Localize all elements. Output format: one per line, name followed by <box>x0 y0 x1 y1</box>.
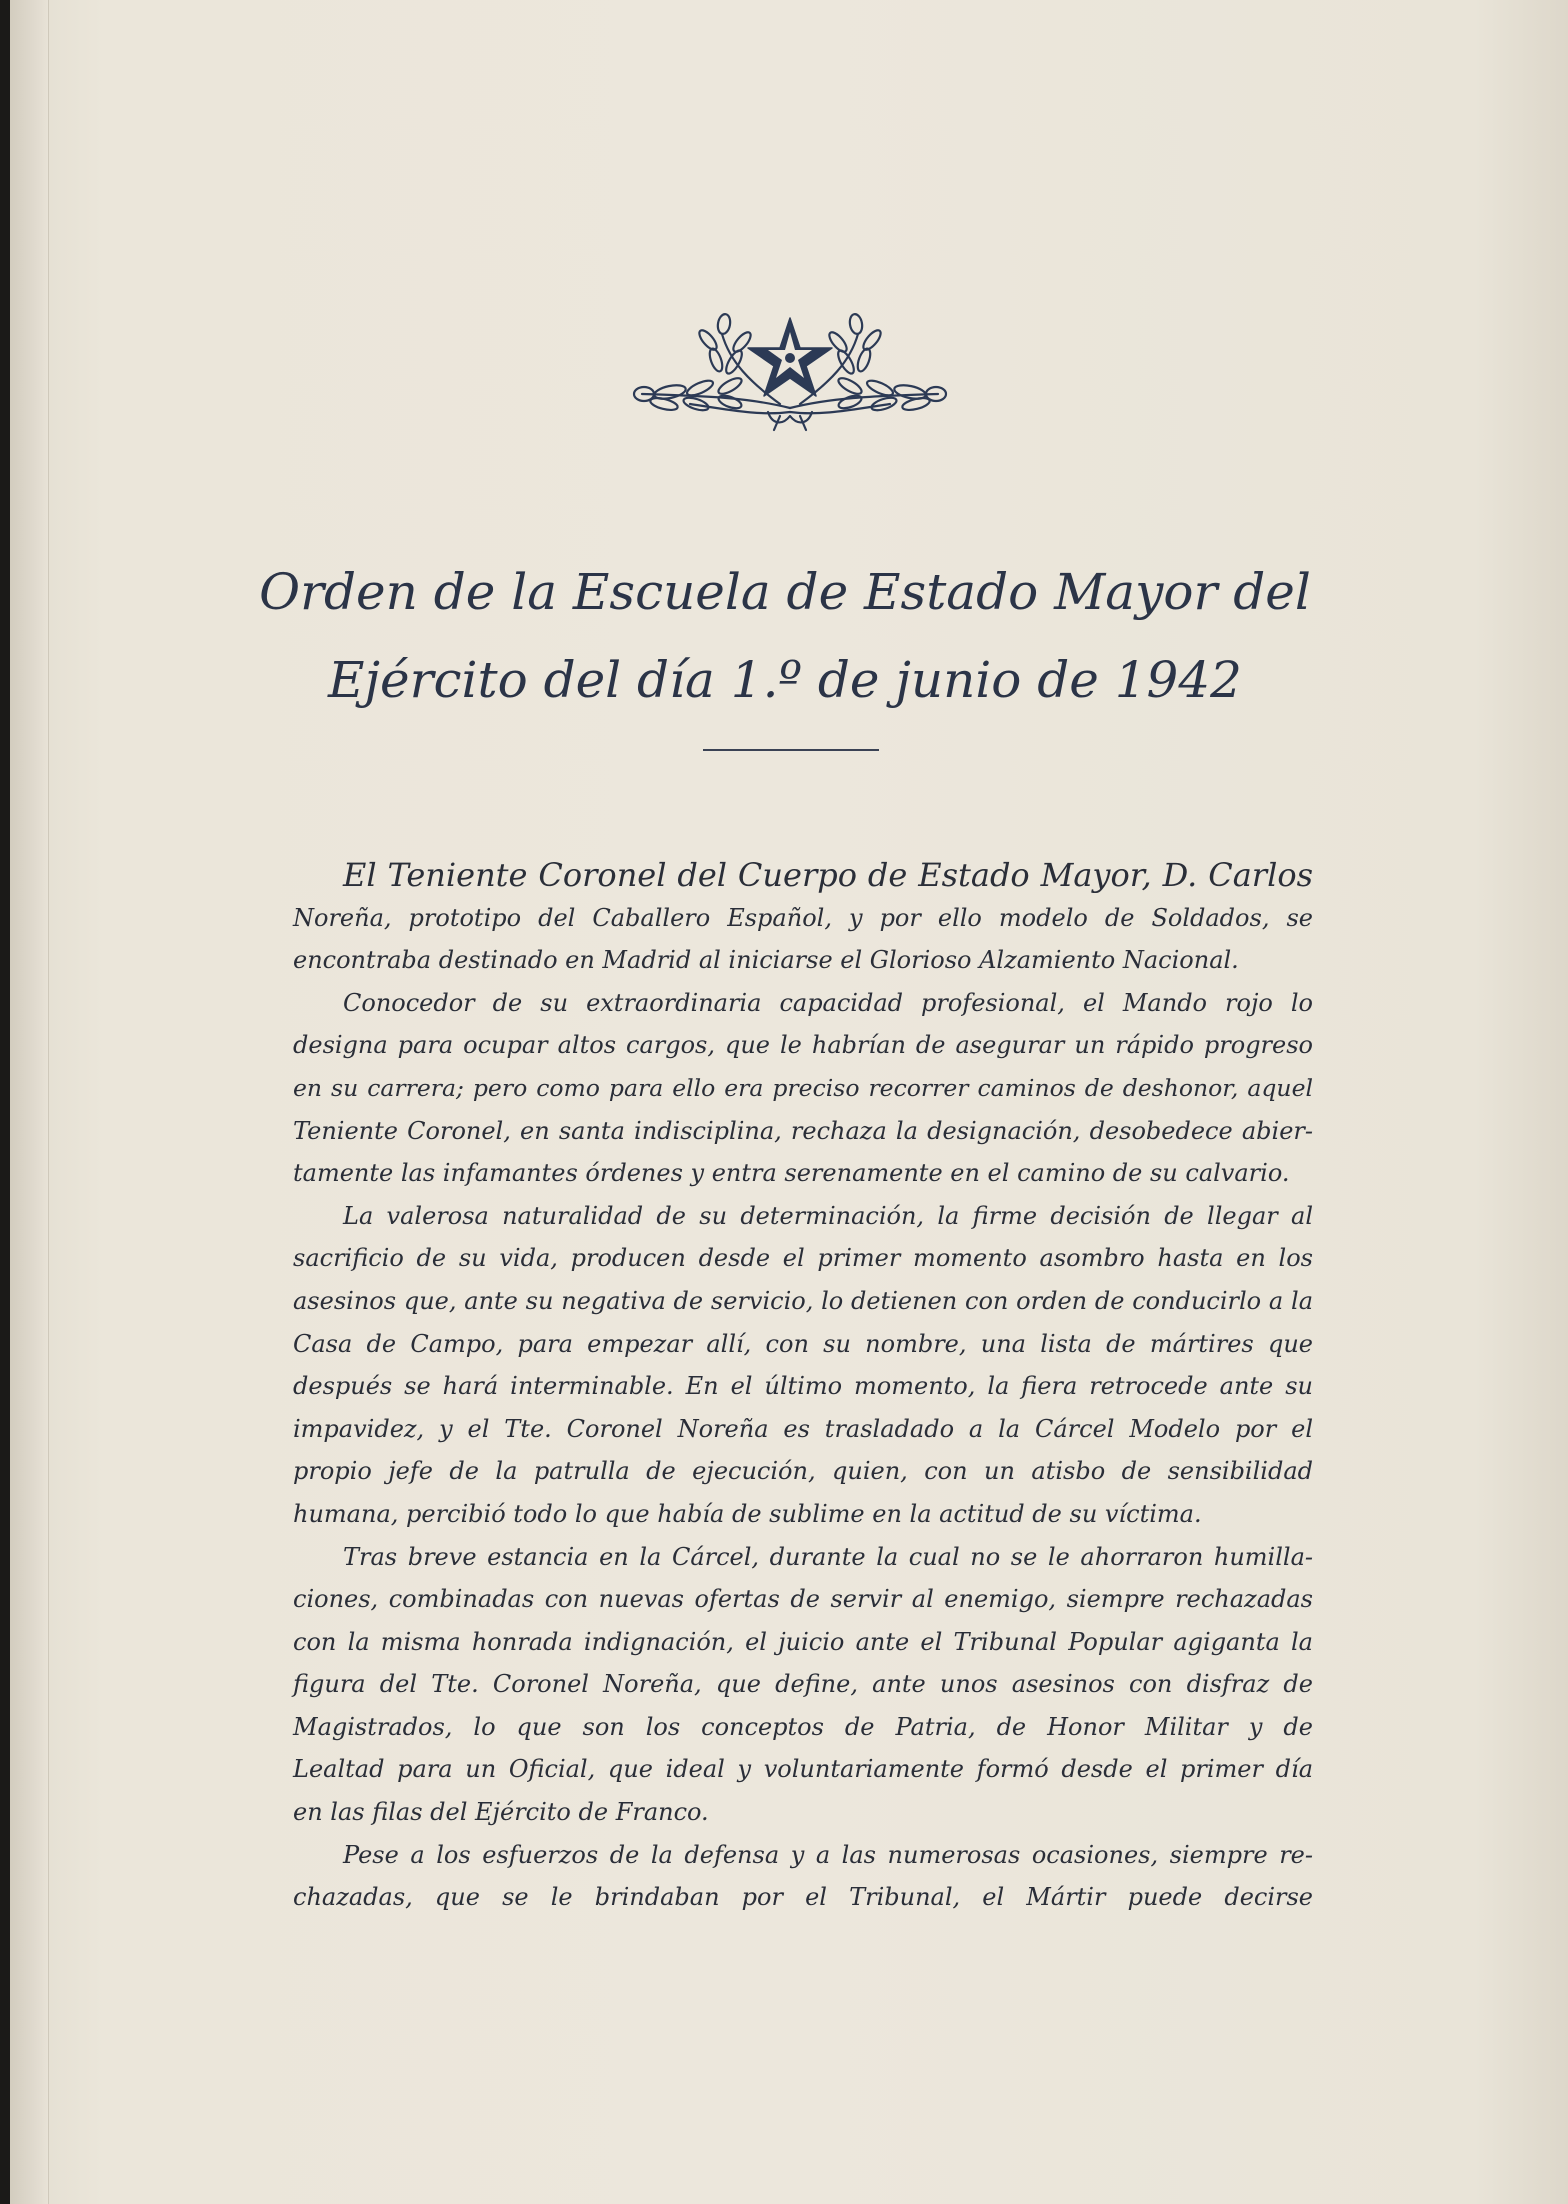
page-fold-edge <box>10 0 49 2204</box>
body-line: propio jefe de la patrulla de ejecución, quien, con un atisbo de sensibilidad <box>293 1457 1313 1486</box>
paragraph-4 <box>293 1536 1313 1834</box>
body-line: Pese a los esfuerzos de la defensa y a las numerosas ocasiones, siempre re- <box>343 1840 1313 1869</box>
body-line: con la misma honrada indignación, el juicio ante el Tribunal Popular agiganta la <box>293 1627 1313 1656</box>
body-line: humana, percibió todo lo que había de sublime en la actitud de su víctima. <box>293 1499 1202 1528</box>
paragraph-3 <box>293 1195 1313 1536</box>
star-laurel-wreath-icon <box>630 312 950 436</box>
body-line: Casa de Campo, para empezar allí, con su nombre, una lista de mártires que <box>293 1329 1313 1358</box>
document-body <box>293 854 1313 1919</box>
body-line: ciones, combinadas con nuevas ofertas de servir al enemigo, siempre rechazadas <box>293 1585 1313 1614</box>
body-line: Lealtad para un Oficial, que ideal y voluntariamente formó desde el primer día <box>293 1755 1313 1784</box>
body-line: Magistrados, lo que son los conceptos de Patria, de Honor Militar y de <box>293 1712 1313 1741</box>
body-line: en las filas del Ejército de Franco. <box>293 1798 709 1827</box>
body-line: impavidez, y el Tte. Coronel Noreña es trasladado a la Cárcel Modelo por el <box>293 1414 1313 1443</box>
body-line: en su carrera; pero como para ello era preciso recorrer caminos de deshonor, aquel <box>293 1073 1313 1102</box>
body-line: Conocedor de su extraordinaria capacidad profesional, el Mando rojo lo <box>343 988 1313 1017</box>
paragraph-1 <box>293 854 1313 982</box>
body-line: La valerosa naturalidad de su determinación, la firme decisión de llegar al <box>343 1201 1313 1230</box>
body-line: asesinos que, ante su negativa de servicio, lo detienen con orden de conducirlo a la <box>293 1286 1313 1315</box>
page-title <box>200 548 1370 724</box>
body-line: encontraba destinado en Madrid al iniciarse el Glorioso Alzamiento Nacional. <box>293 946 1239 975</box>
body-line: designa para ocupar altos cargos, que le habrían de asegurar un rápido progreso <box>293 1031 1313 1060</box>
paragraph-5 <box>293 1834 1313 1919</box>
body-line: chazadas, que se le brindaban por el Tribunal, el Mártir puede decirse <box>293 1883 1313 1912</box>
body-line: tamente las infamantes órdenes y entra serenamente en el camino de su calvario. <box>293 1159 1290 1188</box>
body-line: después se hará interminable. En el último momento, la fiera retrocede ante su <box>293 1372 1313 1401</box>
title-line-2: Ejército del día 1.º de junio de 1942 <box>328 651 1242 709</box>
paragraph-2 <box>293 982 1313 1195</box>
document-page <box>10 0 1568 2204</box>
body-line: Tras breve estancia en la Cárcel, durante la cual no se le ahorraron humilla- <box>343 1542 1313 1571</box>
body-line: Noreña, prototipo del Caballero Español, y por ello modelo de Soldados, se <box>293 903 1313 932</box>
title-divider <box>703 749 879 751</box>
body-line: figura del Tte. Coronel Noreña, que define, ante unos asesinos con disfraz de <box>293 1670 1313 1699</box>
body-line: sacrificio de su vida, producen desde el primer momento asombro hasta en los <box>293 1244 1313 1273</box>
body-line: El Teniente Coronel del Cuerpo de Estado Mayor, D. Carlos <box>343 856 1313 894</box>
title-line-1: Orden de la Escuela de Estado Mayor del <box>259 563 1311 621</box>
body-line: Teniente Coronel, en santa indisciplina, rechaza la designación, desobedece abier- <box>293 1116 1313 1145</box>
